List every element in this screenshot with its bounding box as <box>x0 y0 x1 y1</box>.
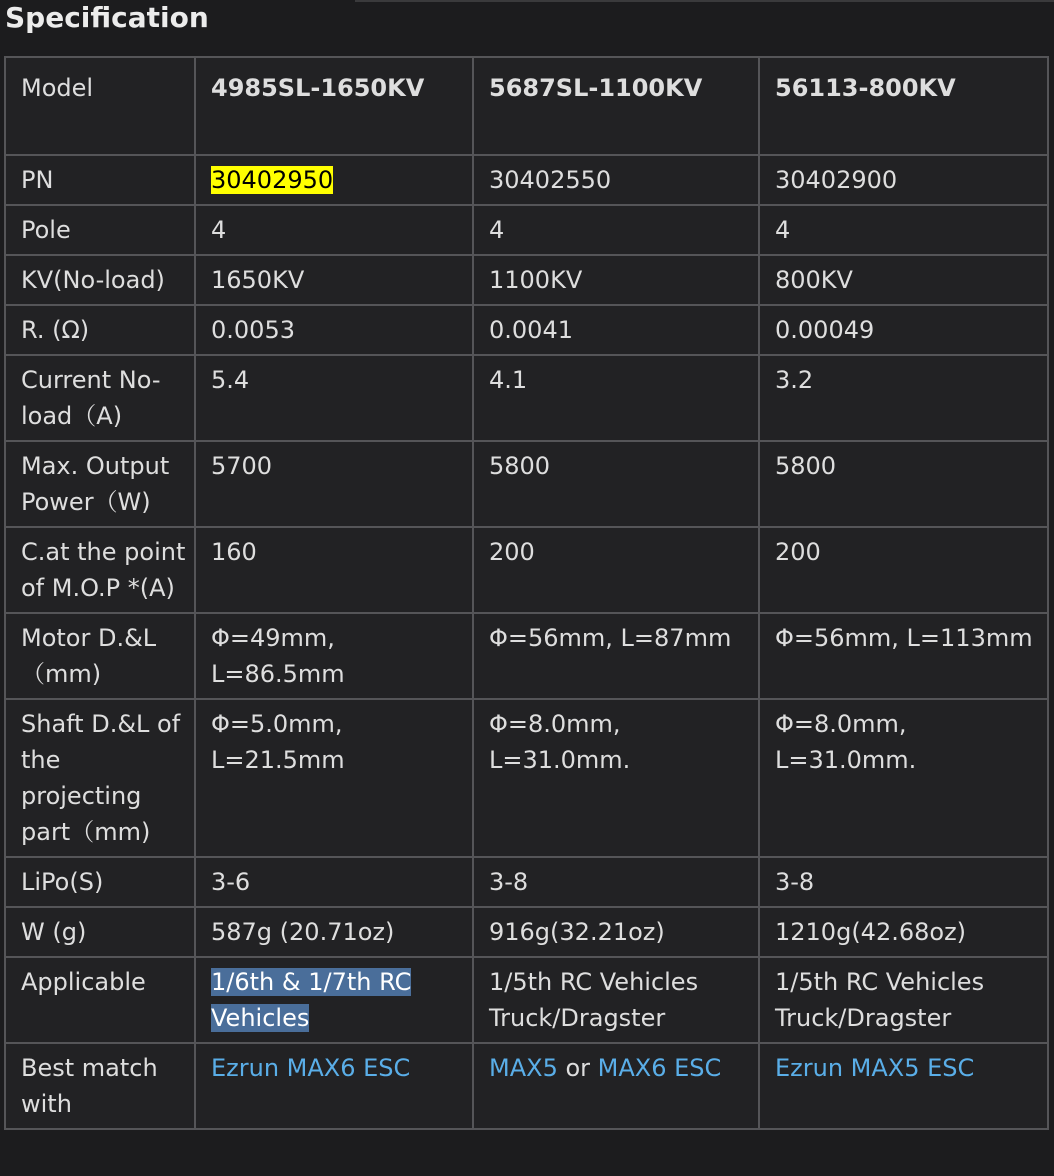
max-output-cell-3: 5800 <box>759 441 1048 527</box>
pole-cell-3: 4 <box>759 205 1048 255</box>
row-label-max-output: Max. Output Power（W) <box>5 441 195 527</box>
lipo-cell-3: 3-8 <box>759 857 1048 907</box>
row-label-pole: Pole <box>5 205 195 255</box>
best-match-cell-2 <box>473 1043 759 1129</box>
model-cell-3: 56113-800KV <box>759 57 1048 155</box>
pn-cell-3: 30402900 <box>759 155 1048 205</box>
weight-cell-2: 916g(32.21oz) <box>473 907 759 957</box>
pole-cell-1: 4 <box>195 205 473 255</box>
applicable-cell-3: 1/5th RC Vehicles Truck/Dragster <box>759 957 1048 1043</box>
kv-cell-1: 1650KV <box>195 255 473 305</box>
kv-cell-3: 800KV <box>759 255 1048 305</box>
motor-dl-cell-2: Φ=56mm, L=87mm <box>473 613 759 699</box>
or-text: or <box>557 1054 598 1082</box>
model-cell-1: 4985SL-1650KV <box>195 57 473 155</box>
row-label-pn: PN <box>5 155 195 205</box>
window-top-edge <box>355 0 1054 2</box>
row-label-applicable: Applicable <box>5 957 195 1043</box>
table-row-max-output <box>5 441 1048 527</box>
row-label-shaft-dl: Shaft D.&L of the projecting part（mm) <box>5 699 195 857</box>
best-match-cell-3 <box>759 1043 1048 1129</box>
current-noload-cell-3: 3.2 <box>759 355 1048 441</box>
row-label-lipo: LiPo(S) <box>5 857 195 907</box>
shaft-dl-cell-3: Φ=8.0mm, L=31.0mm. <box>759 699 1048 857</box>
table-row-weight <box>5 907 1048 957</box>
current-noload-cell-1: 5.4 <box>195 355 473 441</box>
section-heading: Specification <box>5 1 209 34</box>
row-label-weight: W (g) <box>5 907 195 957</box>
row-label-current-mop: C.at the point of M.O.P *(A) <box>5 527 195 613</box>
table-row-model <box>5 57 1048 155</box>
table-row-applicable <box>5 957 1048 1043</box>
row-label-resistance: R. (Ω) <box>5 305 195 355</box>
table-row-resistance <box>5 305 1048 355</box>
model-cell-2: 5687SL-1100KV <box>473 57 759 155</box>
current-mop-cell-2: 200 <box>473 527 759 613</box>
best-match-cell-1 <box>195 1043 473 1129</box>
pn-highlight: 30402950 <box>211 166 334 194</box>
max5-link[interactable]: MAX5 <box>489 1054 558 1082</box>
resistance-cell-3: 0.00049 <box>759 305 1048 355</box>
table-row-lipo <box>5 857 1048 907</box>
shaft-dl-cell-1: Φ=5.0mm, L=21.5mm <box>195 699 473 857</box>
row-label-best-match: Best match with <box>5 1043 195 1129</box>
applicable-cell-2: 1/5th RC Vehicles Truck/Dragster <box>473 957 759 1043</box>
weight-cell-3: 1210g(42.68oz) <box>759 907 1048 957</box>
ezrun-max6-esc-link[interactable]: Ezrun MAX6 ESC <box>211 1054 411 1082</box>
max6-esc-link[interactable]: MAX6 ESC <box>597 1054 722 1082</box>
ezrun-max5-esc-link[interactable]: Ezrun MAX5 ESC <box>775 1054 975 1082</box>
pole-cell-2: 4 <box>473 205 759 255</box>
resistance-cell-2: 0.0041 <box>473 305 759 355</box>
row-label-kv: KV(No-load) <box>5 255 195 305</box>
selected-text: 1/6th & 1/7th RC Vehicles <box>211 968 412 1032</box>
table-row-pn <box>5 155 1048 205</box>
current-noload-cell-2: 4.1 <box>473 355 759 441</box>
motor-dl-cell-3: Φ=56mm, L=113mm <box>759 613 1048 699</box>
specification-table <box>4 56 1049 1130</box>
lipo-cell-2: 3-8 <box>473 857 759 907</box>
shaft-dl-cell-2: Φ=8.0mm, L=31.0mm. <box>473 699 759 857</box>
max-output-cell-2: 5800 <box>473 441 759 527</box>
row-label-motor-dl: Motor D.&L（mm) <box>5 613 195 699</box>
table-row-current-mop <box>5 527 1048 613</box>
table-row-shaft-dl <box>5 699 1048 857</box>
table-row-current-noload <box>5 355 1048 441</box>
pn-cell-2: 30402550 <box>473 155 759 205</box>
current-mop-cell-1: 160 <box>195 527 473 613</box>
pn-cell-1 <box>195 155 473 205</box>
motor-dl-cell-1: Φ=49mm, L=86.5mm <box>195 613 473 699</box>
current-mop-cell-3: 200 <box>759 527 1048 613</box>
applicable-cell-1 <box>195 957 473 1043</box>
weight-cell-1: 587g (20.71oz) <box>195 907 473 957</box>
max-output-cell-1: 5700 <box>195 441 473 527</box>
table-row-best-match <box>5 1043 1048 1129</box>
row-label-current-noload: Current No-load（A) <box>5 355 195 441</box>
row-label-model: Model <box>5 57 195 155</box>
kv-cell-2: 1100KV <box>473 255 759 305</box>
table-row-pole <box>5 205 1048 255</box>
resistance-cell-1: 0.0053 <box>195 305 473 355</box>
lipo-cell-1: 3-6 <box>195 857 473 907</box>
table-row-kv <box>5 255 1048 305</box>
table-row-motor-dl <box>5 613 1048 699</box>
